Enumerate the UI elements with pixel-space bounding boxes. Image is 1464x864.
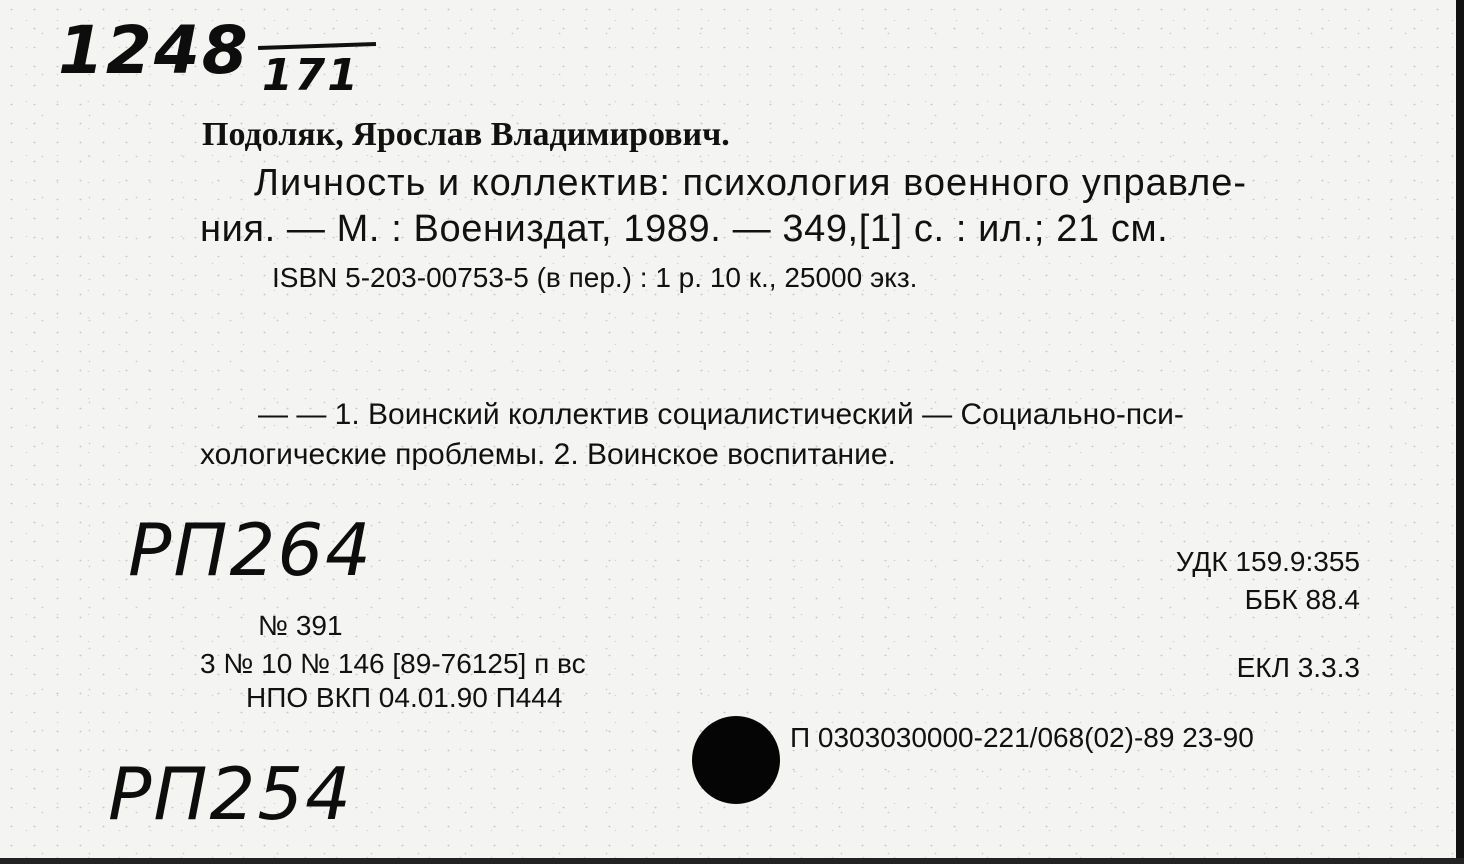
handwritten-shelf-mark-1: РП264 [128, 508, 373, 592]
title-line-1: Личность и коллектив: психология военного управле- [254, 162, 1248, 204]
subjects-line-1: — — 1. Воинский коллектив социалистический — Социально-пси- [258, 398, 1184, 431]
npo-line: НПО ВКП 04.01.90 П444 [246, 682, 563, 713]
card-edge-right [1456, 0, 1464, 864]
publisher-code: П 0303030000-221/068(02)-89 23-90 [790, 722, 1254, 753]
author-name: Подоляк, Ярослав Владимирович. [202, 116, 730, 153]
card-edge-bottom [0, 858, 1464, 864]
ekl-code: ЕКЛ 3.3.3 [1236, 652, 1360, 683]
card-number: № 391 [258, 610, 343, 641]
bbk-code: ББК 88.4 [1244, 584, 1360, 615]
udk-code: УДК 159.9:355 [1175, 546, 1360, 577]
handwritten-shelf-mark-2: РП254 [108, 752, 353, 836]
handwritten-number: 1248 [58, 12, 250, 89]
isbn-line: ISBN 5-203-00753-5 (в пер.) : 1 р. 10 к., 25000 экз. [272, 262, 918, 293]
subjects-line-2: хологические проблемы. 2. Воинское воспитание. [200, 438, 896, 471]
handwritten-fraction: 171 [262, 50, 360, 101]
order-line: 3 № 10 № 146 [89-76125] п вс [200, 648, 586, 679]
punch-hole [692, 716, 780, 804]
title-line-2: ния. — М. : Воениздат, 1989. — 349,[1] с. : ил.; 21 см. [200, 208, 1169, 250]
